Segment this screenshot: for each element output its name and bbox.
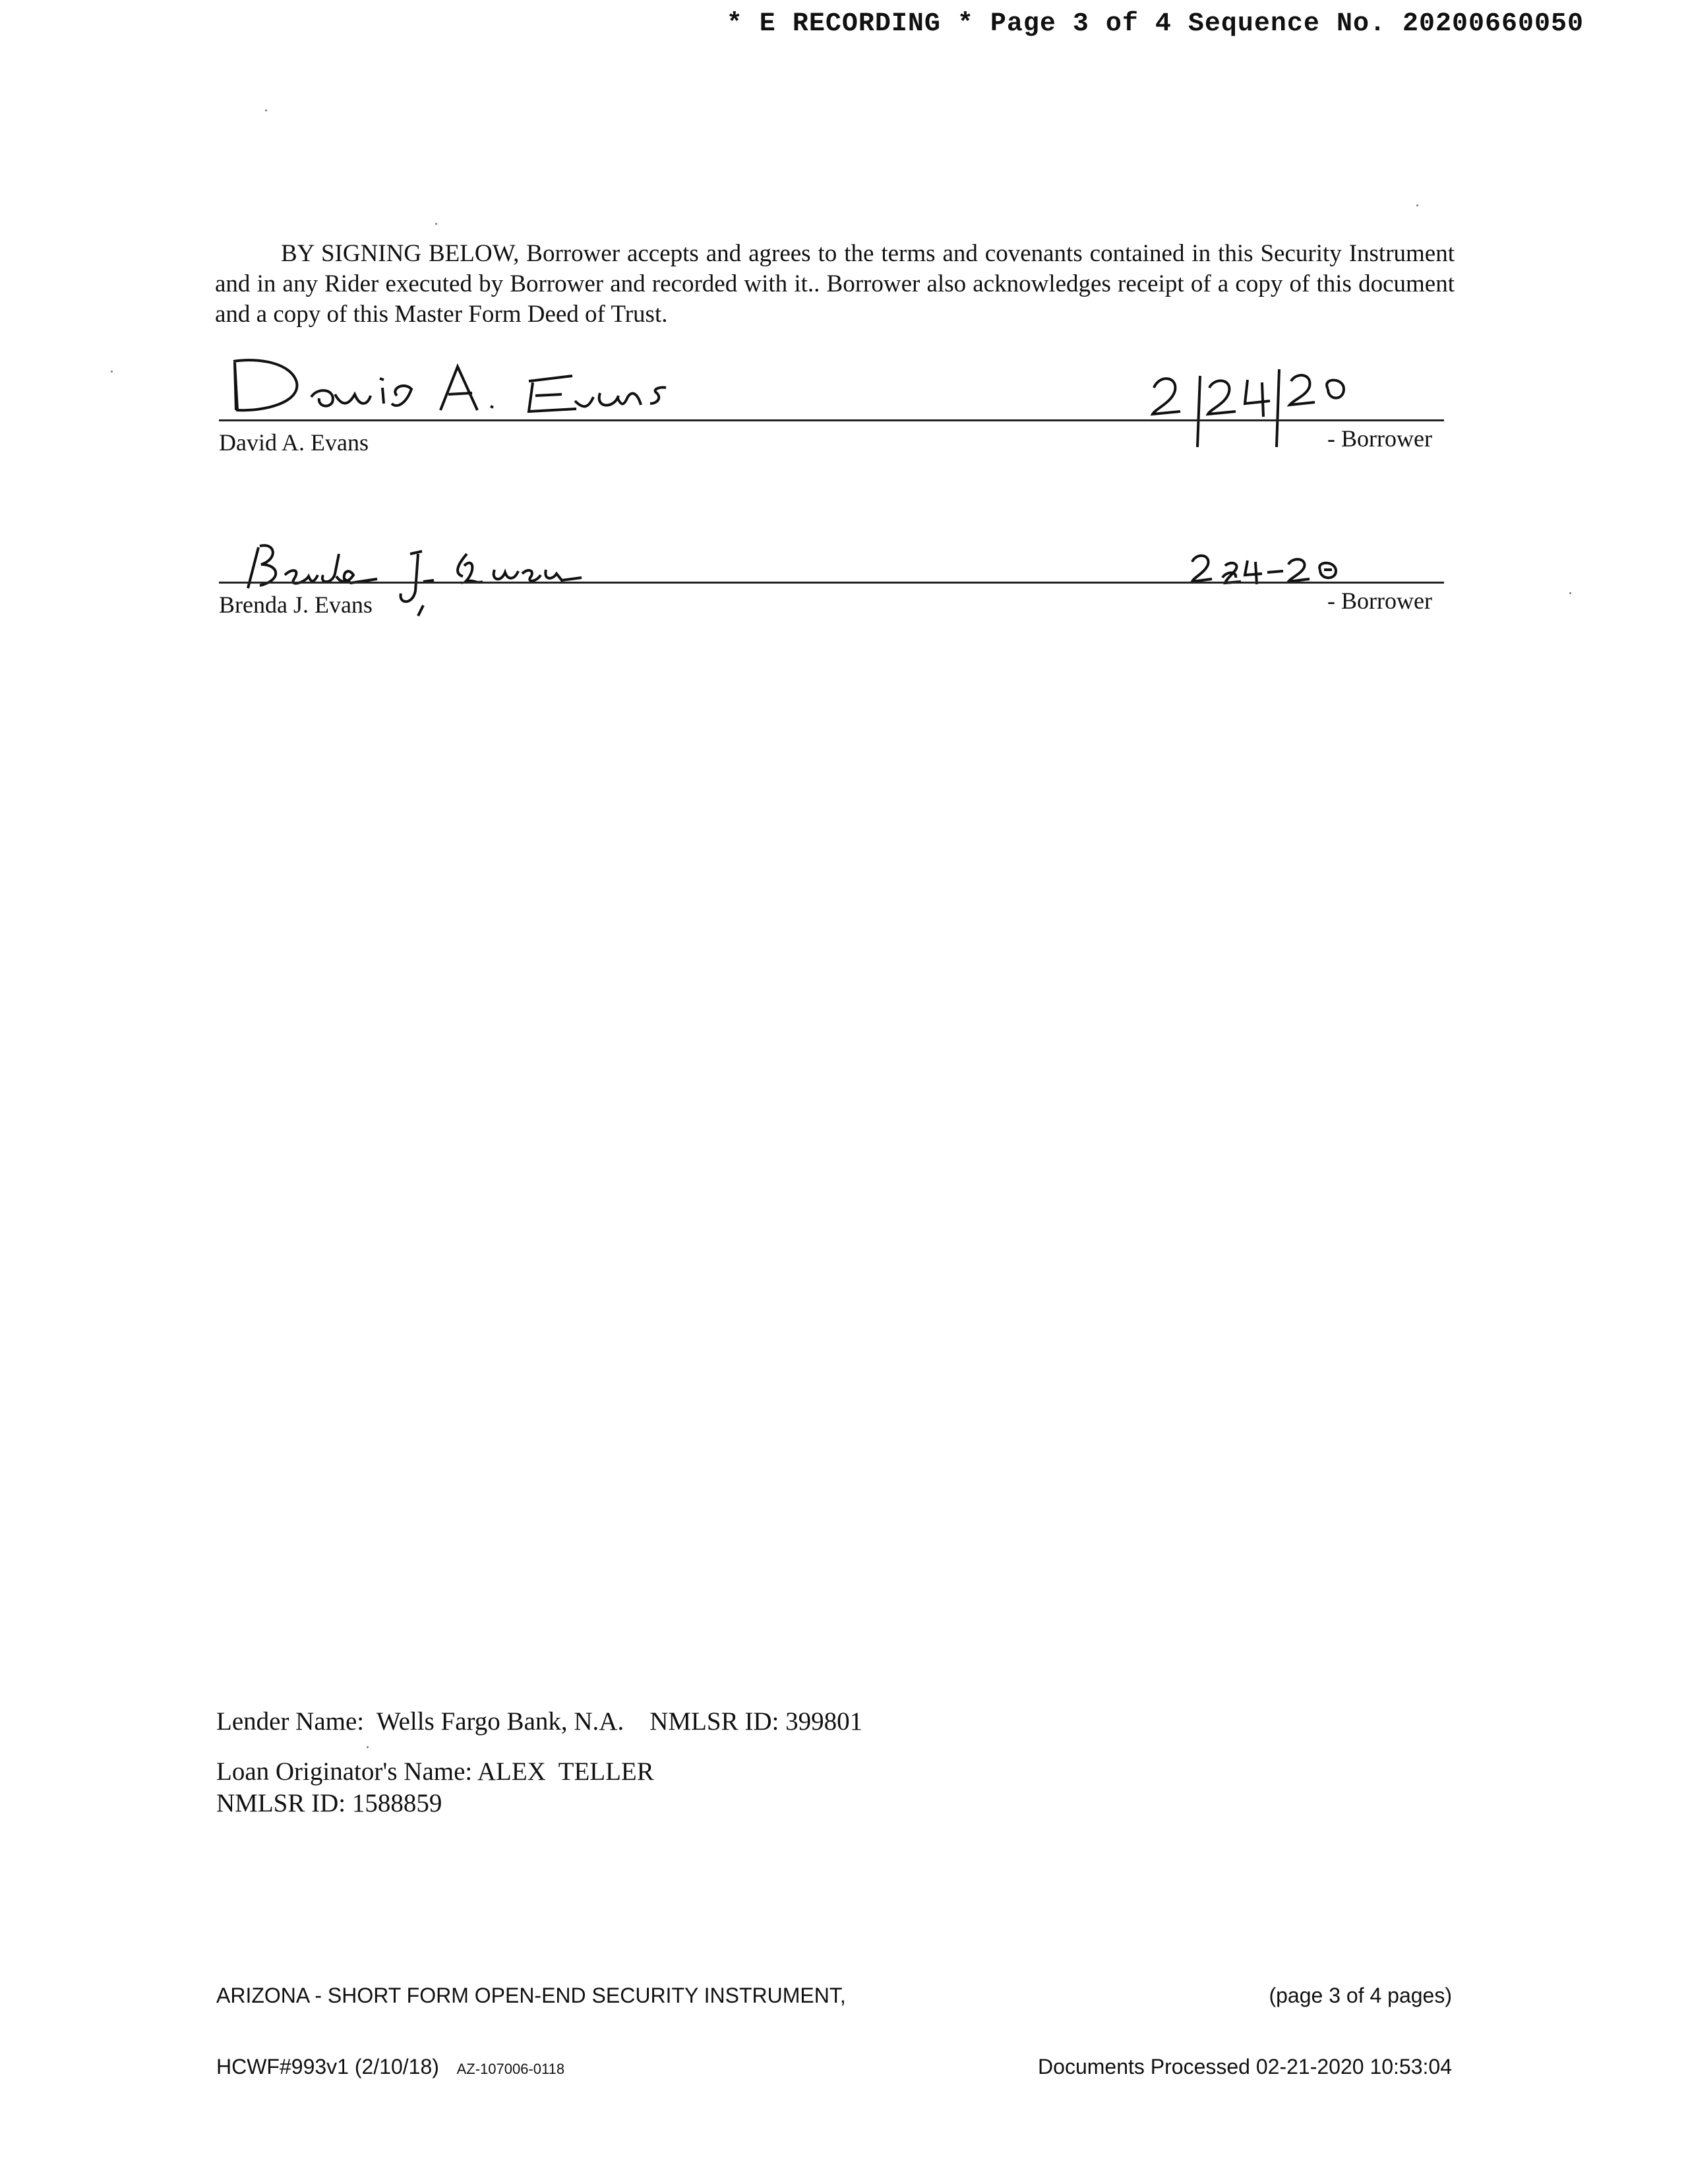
footer-page-info — [1038, 1936, 1452, 2126]
borrower-name-1: David A. Evans — [219, 429, 369, 456]
scan-speck — [367, 1746, 369, 1748]
borrower-role-2: - Borrower — [1327, 588, 1432, 614]
form-id: HCWF#993v1 (2/10/18) — [216, 2055, 439, 2078]
borrower-name-2: Brenda J. Evans — [219, 592, 373, 618]
processed-timestamp: Documents Processed 02-21-2020 10:53:04 — [1038, 2055, 1452, 2078]
signature-line-2 — [219, 582, 1444, 584]
originator-nmlsr-line: NMLSR ID: 1588859 — [216, 1789, 442, 1817]
scan-speck — [435, 223, 437, 225]
form-id-row — [216, 2055, 846, 2081]
signature-david-evans — [219, 343, 720, 422]
lender-name-line: Lender Name: Wells Fargo Bank, N.A. NMLSR ID: 399801 — [216, 1707, 863, 1736]
form-code: AZ-107006-0118 — [456, 2061, 565, 2077]
signing-statement: BY SIGNING BELOW, Borrower accepts and agrees to the terms and covenants contained in this Security Instrument and in any Rider executed by Borrower and recorded with it.. Borrower also acknowledges receipt of a copy of this document and a copy of this Master Form Deed of Trust. — [215, 240, 1455, 328]
scan-speck — [1416, 204, 1418, 206]
signature-block-borrower-1 — [219, 343, 1444, 462]
footer-form-info — [216, 1936, 846, 2129]
scan-speck — [265, 109, 267, 111]
scan-speck — [1569, 592, 1571, 594]
signature-block-borrower-2 — [219, 521, 1444, 640]
page-count: (page 3 of 4 pages) — [1269, 1984, 1452, 2007]
form-title: ARIZONA - SHORT FORM OPEN-END SECURITY INSTRUMENT, — [216, 1984, 846, 2007]
scan-speck — [111, 371, 113, 373]
signature-line-1 — [219, 419, 1444, 421]
recording-header: * E RECORDING * Page 3 of 4 Sequence No. 20200660050 — [726, 9, 1584, 39]
borrower-role-1: - Borrower — [1327, 425, 1432, 452]
loan-originator-line: Loan Originator's Name: ALEX TELLER — [216, 1757, 654, 1786]
